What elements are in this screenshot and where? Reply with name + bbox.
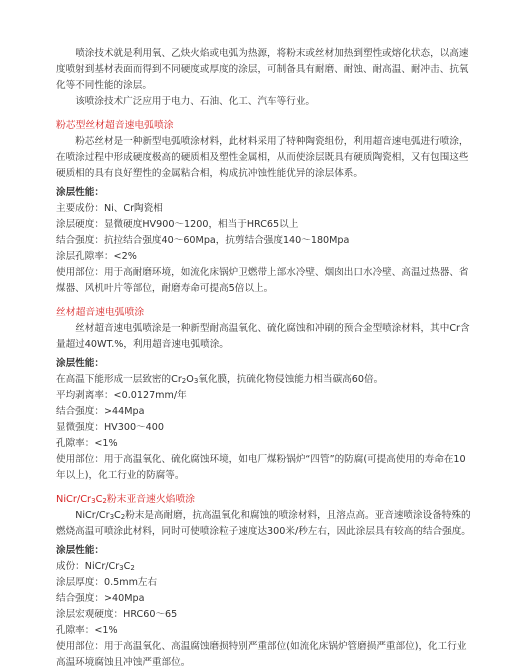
section-1-title: 粉芯型丝材超音速电弧喷涂 <box>56 120 174 131</box>
section-2-description: 丝材超音速电弧喷涂是一种新型耐高温氧化、硫化腐蚀和冲刷的预合金型喷涂材料，其中Cr含量超过40WT.%，利用超音速电弧喷涂。 <box>56 323 470 350</box>
section-3-prop: 结合强度：>40Mpa <box>56 593 145 604</box>
section-3-props-title: 涂层性能： <box>56 545 104 556</box>
section-2-prop-oxide: 在高温下能形成一层致密的$Cr_2O_3$氧化膜，抗硫化物侵蚀能力相当碳高60倍。 <box>56 374 384 385</box>
section-3-title: NiCr/$Cr_3C_2$粉末亚音速火焰喷涂 <box>56 494 196 505</box>
section-2-props-title: 涂层性能： <box>56 358 104 369</box>
section-3-prop-composition: 成份：NiCr/$Cr_3C_2$ <box>56 561 135 572</box>
section-2-prop: 平均剥离率：<0.0127mm/年 <box>56 390 187 401</box>
section-1-props-title: 涂层性能： <box>56 187 104 198</box>
section-1-prop: 涂层孔隙率：<2% <box>56 251 137 262</box>
section-3-prop: 涂层厚度：0.5mm左右 <box>56 577 158 588</box>
section-2-title: 丝材超音速电弧喷涂 <box>56 307 145 318</box>
section-1-prop: 使用部位：用于高耐磨环境，如流化床锅炉卫燃带上部水冷壁、烟囱出口水冷壁、高温过热器、省煤器、风机叶片等部位，耐磨寿命可提高5倍以上。 <box>56 267 469 294</box>
intro-paragraph-1: 喷涂技术就是利用氧、乙炔火焰或电弧为热源，将粉末或丝材加热到塑性或熔化状态，以高速度喷射到基材表面而得到不同硬度或厚度的涂层，可制备具有耐磨、耐蚀、耐高温、耐冲击、抗氧化等不同性能的涂层。 <box>56 48 469 91</box>
section-2-prop: 显微强度：HV300～400 <box>56 422 164 433</box>
section-3-description: NiCr/$Cr_3C_2$粉末是高耐磨，抗高温氧化和腐蚀的喷涂材料，且溶点高。亚音速喷涂设备特殊的燃烧高温可喷涂此材料，同时可使喷涂粒子速度达300米/秒左右，因此涂层具有较高的结合强度。 <box>56 510 471 537</box>
section-1-prop: 主要成份：Ni、Cr陶瓷相 <box>56 203 163 214</box>
intro-paragraph-2: 该喷涂技术广泛应用于电力、石油、化工、汽车等行业。 <box>75 96 316 107</box>
section-3-prop: 孔隙率：<1% <box>56 625 118 636</box>
section-2-prop: 使用部位：用于高温氧化、硫化腐蚀环境，如电厂煤粉锅炉“四管”的防腐(可提高使用的寿命在10年以上)，化工行业的防腐等。 <box>56 454 466 481</box>
section-2-prop: 结合强度：>44Mpa <box>56 406 145 417</box>
section-1-prop: 结合强度：抗拉结合强度40～60Mpa，抗剪结合强度140～180Mpa <box>56 235 350 246</box>
section-3-prop: 涂层宏观硬度：HRC60～65 <box>56 609 178 620</box>
section-2-prop: 孔隙率：<1% <box>56 438 118 449</box>
section-3-prop: 使用部位：用于高温氧化、高温腐蚀磨损特别严重部位(如流化床锅炉管磨损严重部位)，化工行业高温环境腐蚀且冲蚀严重部位。 <box>56 641 467 668</box>
section-1-prop: 涂层硬度：显微硬度HV900～1200，相当于HRC65以上 <box>56 219 299 230</box>
section-1-description: 粉芯丝材是一种新型电弧喷涂材料，此材料采用了特种陶瓷组份，利用超音速电弧进行喷涂，在喷涂过程中形成硬度极高的硬质相及塑性金属相，从而使涂层既具有硬质陶瓷相，又有包围这些硬质相的具有良好塑性的金属粘合相，构成抗冲蚀性能优异的涂层体系。 <box>56 136 469 179</box>
